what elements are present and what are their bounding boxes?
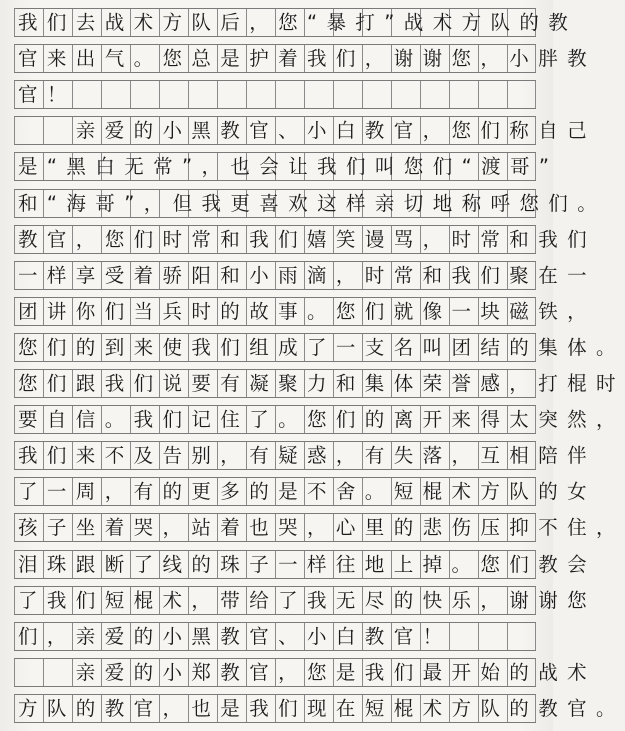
essay-line: 官！ (18, 83, 76, 106)
essay-line: 我们来不及告别，有疑惑，有失落，互相陪伴 (18, 444, 597, 467)
essay-line: 了一周，有的更多的是不舍。短棍术方队的女 (18, 480, 597, 503)
essay-line: 一样享受着骄阳和小雨滴，时常和我们聚在一 (18, 264, 597, 287)
essay-line: 我们去战术方队后，您“暴打”战术方队的教 (18, 11, 578, 34)
essay-line: 要自信。我们记住了。您们的离开来得太突然， (18, 408, 625, 431)
essay-line: 您们跟我们说要有凝聚力和集体荣誉感，打棍时 (18, 372, 625, 395)
essay-line: 团讲你们当兵时的故事。您们就像一块磁铁， (18, 300, 597, 323)
essay-line: 和“海哥”，但我更喜欢这样亲切地称呼您们。 (18, 192, 607, 215)
essay-line: 们，亲爱的小黑教官、小白教官！ (18, 625, 452, 648)
essay-line: 孩子坐着哭，站着也哭，心里的悲伤压抑不住， (18, 516, 625, 539)
essay-line: 是“黑白无常”，也会让我们叫您们“渡哥” (18, 155, 559, 178)
essay-line: 亲爱的小郑教官，您是我们最开始的战术 (18, 661, 597, 684)
essay-line: 教官，您们时常和我们嬉笑谩骂，时常和我们 (18, 228, 597, 251)
essay-line: 官来出气。您总是护着我们，谢谢您，小胖教 (18, 47, 597, 70)
essay-line: 泪珠跟断了线的珠子一样往地上掉。您们教会 (18, 553, 597, 576)
essay-line: 亲爱的小黑教官、小白教官，您们称自己 (18, 119, 597, 142)
essay-line: 您们的到来使我们组成了一支名叫团结的集体。 (18, 336, 625, 359)
essay-line: 方队的教官，也是我们现在短棍术方队的教官。 (18, 697, 625, 720)
essay-line: 了我们短棍术，带给了我无尽的快乐，谢谢您 (18, 589, 597, 612)
